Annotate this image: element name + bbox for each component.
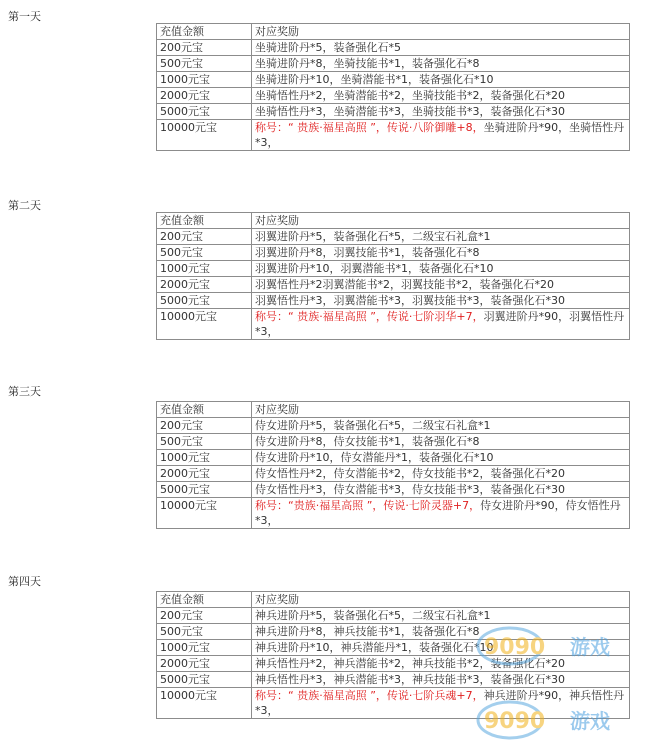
reward-cell: 侍女悟性丹*2，侍女潜能书*2，侍女技能书*2，装备强化石*20 [252,466,630,482]
amount-cell: 10000元宝 [157,498,252,529]
title-reward-text: 称号：“ 贵族·福星高照 ”，传说·八阶御雕+8， [255,121,484,134]
header-amount: 充值金额 [157,402,252,418]
table-header-row [157,213,630,229]
table-row-top-tier [157,498,630,529]
watermark-logo [470,614,648,674]
header-amount: 充值金额 [157,592,252,608]
table-row [157,277,630,293]
day-3-reward-table [156,401,630,529]
table-row [157,40,630,56]
amount-cell: 10000元宝 [157,309,252,340]
reward-cell: 侍女进阶丹*8，侍女技能书*1，装备强化石*8 [252,434,630,450]
day-2-title: 第二天 [8,199,41,212]
table-header-row [157,24,630,40]
title-reward-text: 称号：“贵族·福星高照 ”，传说·七阶灵器+7， [255,499,481,512]
reward-cell: 神兵进阶丹*10，神兵潜能丹*1，装备强化石*10 [252,640,630,656]
table-row [157,450,630,466]
watermark-brand-text: 游戏 [570,709,610,733]
amount-cell: 200元宝 [157,229,252,245]
table-row [157,482,630,498]
reward-cell: 坐骑进阶丹*5，装备强化石*5 [252,40,630,56]
reward-cell: 羽翼悟性丹*3，羽翼潜能书*3，羽翼技能书*3，装备强化石*30 [252,293,630,309]
amount-cell: 2000元宝 [157,277,252,293]
reward-cell: 侍女悟性丹*3，侍女潜能书*3，侍女技能书*3，装备强化石*30 [252,482,630,498]
reward-cell: 坐骑进阶丹*8，坐骑技能书*1，装备强化石*8 [252,56,630,72]
reward-cell: 羽翼进阶丹*8，羽翼技能书*1，装备强化石*8 [252,245,630,261]
item-reward-text: 侍女进阶丹*90，侍女悟性丹*3， [255,499,621,527]
table-row [157,88,630,104]
header-amount: 充值金额 [157,24,252,40]
table-row [157,72,630,88]
table-row-top-tier [157,120,630,151]
amount-cell: 500元宝 [157,56,252,72]
amount-cell: 1000元宝 [157,640,252,656]
watermark-logo-text: 9090 [484,709,546,734]
amount-cell: 1000元宝 [157,450,252,466]
header-reward: 对应奖励 [252,24,630,40]
watermark-logo-2 [470,688,648,748]
table-row [157,229,630,245]
item-reward-text: 羽翼进阶丹*90，羽翼悟性丹*3， [255,310,625,338]
table-row [157,466,630,482]
amount-cell: 10000元宝 [157,688,252,719]
reward-cell: 坐骑悟性丹*3，坐骑潜能书*3，坐骑技能书*3，装备强化石*30 [252,104,630,120]
reward-cell-top-tier [252,309,630,340]
watermark-brand-text: 游戏 [570,635,610,659]
day-3-title: 第三天 [8,385,41,398]
table-row [157,261,630,277]
amount-cell: 1000元宝 [157,261,252,277]
amount-cell: 2000元宝 [157,88,252,104]
amount-cell: 5000元宝 [157,104,252,120]
table-row-top-tier [157,309,630,340]
reward-cell: 坐骑悟性丹*2，坐骑潜能书*2，坐骑技能书*2，装备强化石*20 [252,88,630,104]
reward-cell: 羽翼悟性丹*2羽翼潜能书*2，羽翼技能书*2，装备强化石*20 [252,277,630,293]
amount-cell: 2000元宝 [157,466,252,482]
day-1-title: 第一天 [8,10,41,23]
watermark-logo-text: 9090 [484,635,546,660]
amount-cell: 200元宝 [157,40,252,56]
reward-cell: 侍女进阶丹*5，装备强化石*5，二级宝石礼盒*1 [252,418,630,434]
table-row [157,56,630,72]
amount-cell: 1000元宝 [157,72,252,88]
amount-cell: 5000元宝 [157,672,252,688]
table-row [157,293,630,309]
amount-cell: 10000元宝 [157,120,252,151]
amount-cell: 500元宝 [157,245,252,261]
header-amount: 充值金额 [157,213,252,229]
table-header-row [157,592,630,608]
header-reward: 对应奖励 [252,213,630,229]
amount-cell: 500元宝 [157,624,252,640]
reward-cell: 羽翼进阶丹*10，羽翼潜能书*1，装备强化石*10 [252,261,630,277]
day-1-reward-table [156,23,630,151]
header-reward: 对应奖励 [252,402,630,418]
amount-cell: 5000元宝 [157,293,252,309]
reward-cell: 神兵悟性丹*2，神兵潜能书*2，神兵技能书*2，装备强化石*20 [252,656,630,672]
reward-cell: 神兵进阶丹*8，神兵技能书*1，装备强化石*8 [252,624,630,640]
amount-cell: 5000元宝 [157,482,252,498]
table-row [157,418,630,434]
day-2-reward-table [156,212,630,340]
amount-cell: 500元宝 [157,434,252,450]
reward-cell: 坐骑进阶丹*10，坐骑潜能书*1，装备强化石*10 [252,72,630,88]
table-header-row [157,402,630,418]
day-4-title: 第四天 [8,575,41,588]
table-row [157,104,630,120]
reward-cell: 神兵悟性丹*3，神兵潜能书*3，神兵技能书*3，装备强化石*30 [252,672,630,688]
reward-cell: 侍女进阶丹*10，侍女潜能丹*1，装备强化石*10 [252,450,630,466]
amount-cell: 200元宝 [157,608,252,624]
table-row [157,245,630,261]
reward-cell: 神兵进阶丹*5，装备强化石*5，二级宝石礼盒*1 [252,608,630,624]
item-reward-text: 坐骑进阶丹*90，坐骑悟性丹*3， [255,121,625,149]
header-reward: 对应奖励 [252,592,630,608]
reward-cell-top-tier [252,120,630,151]
reward-cell: 羽翼进阶丹*5，装备强化石*5，二级宝石礼盒*1 [252,229,630,245]
reward-cell-top-tier [252,498,630,529]
title-reward-text: 称号：“ 贵族·福星高照 ”，传说·七阶兵魂+7， [255,689,484,702]
amount-cell: 2000元宝 [157,656,252,672]
table-row [157,434,630,450]
title-reward-text: 称号：“ 贵族·福星高照 ”，传说·七阶羽华+7， [255,310,484,323]
amount-cell: 200元宝 [157,418,252,434]
item-reward-text: 神兵进阶丹*90，神兵悟性丹*3， [255,689,625,717]
